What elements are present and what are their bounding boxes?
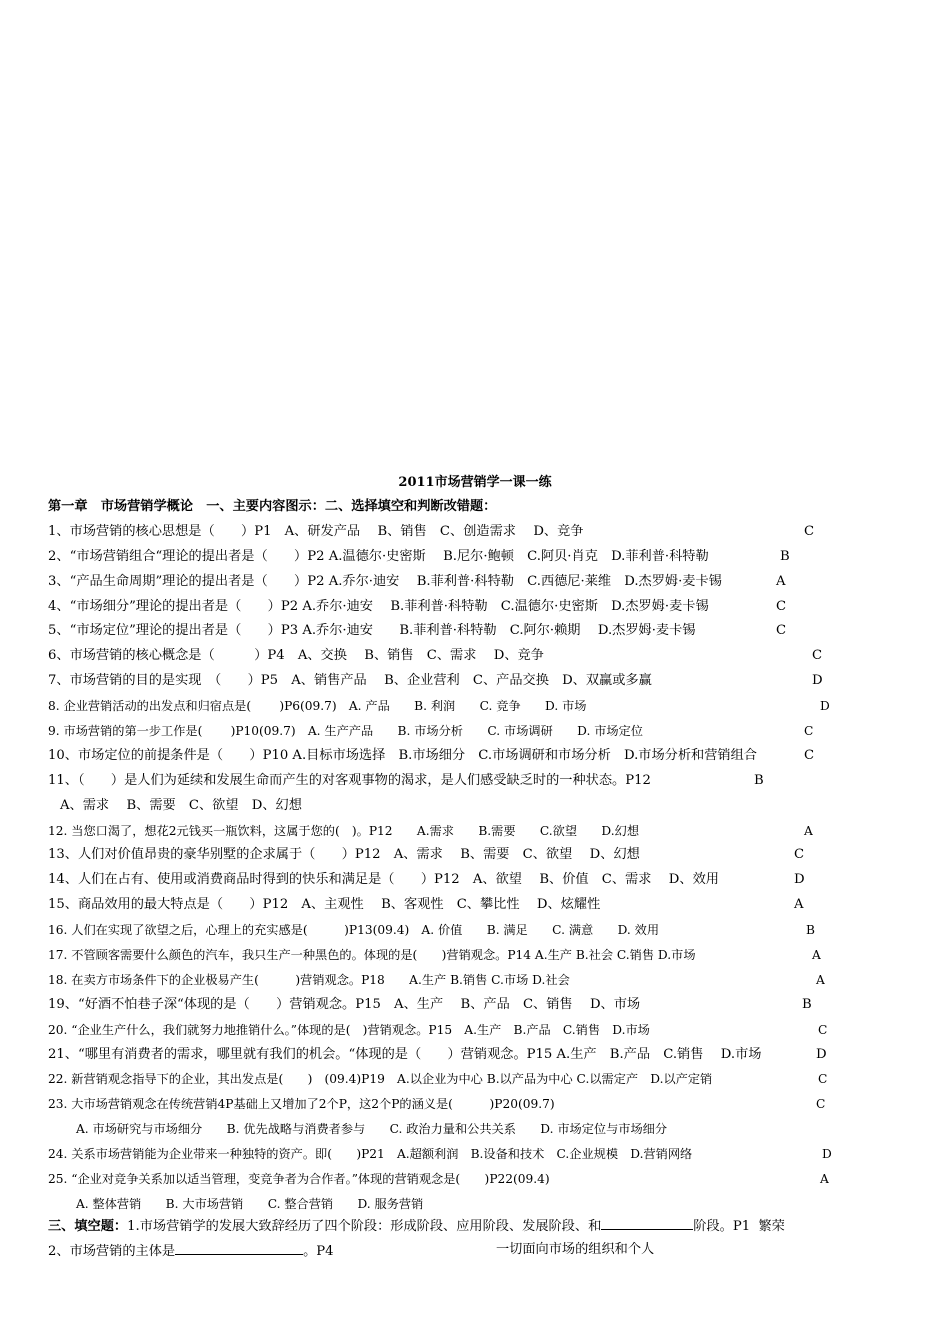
answer-key: A [816,972,825,987]
answer-key: A [812,948,821,963]
answer-key: B [806,923,815,938]
question-text: 19、“好酒不怕巷子深“体现的是（ ）营销观念。P15 A、生产 B、产品 C、销售 D、市场 [48,996,641,1012]
question-line [48,1094,908,1119]
answer-key: A [794,897,804,913]
question-line [48,746,908,771]
answer-key: C [818,1022,828,1037]
question-line [48,945,908,970]
question-text: 23. 大市场营销观念在传统营销4P基础上又增加了2个P，这2个P的涵义是( )P20(09.7) [48,1097,555,1112]
question-line [48,1020,908,1045]
question-line [48,572,908,597]
question-text: 20. “企业生产什么，我们就努力地推销什么。”体现的是( )营销观念。P15 A.生产 B.产品 C.销售 D.市场 [48,1022,650,1037]
question-text: 15、商品效用的最大特点是（ ）P12 A、主观性 B、客观性 C、攀比性 D、炫耀性 [48,897,601,913]
fill-q2-after: 。P4 [303,1243,334,1259]
question-line [48,821,908,846]
question-line [48,970,908,995]
question-line [48,646,908,671]
question-line [48,1144,908,1169]
question-text: A、需求 B、需要 C、欲望 D、幻想 [60,797,302,813]
question-text: 21、“哪里有消费者的需求，哪里就有我们的机会。“体现的是（ ）营销观念。P15 A.生产 B.产品 C.销售 D.市场 [48,1046,762,1062]
question-text: 25. “企业对竞争关系加以适当管理，变竞争者为合作者。”体现的营销观念是( )P22(09.4) [48,1172,550,1187]
question-line [48,870,908,895]
answer-key: C [816,1097,826,1112]
answer-key: A [804,823,813,838]
question-text: 8. 企业营销活动的出发点和归宿点是( )P6(09.7) A. 产品 B. 利润 C. 竞争 D. 市场 [48,699,587,714]
chapter-heading-text: 第一章 市场营销学概论 一、主要内容图示：二、选择填空和判断改错题： [48,499,497,514]
question-text: 14、人们在占有、使用或消费商品时得到的快乐和满足是（ ）P12 A、欲望 B、价值 C、需求 D、效用 [48,872,719,888]
question-line [48,796,908,821]
fill-q1-answer: 繁荣 [758,1219,785,1234]
fill-question-1 [48,1215,908,1240]
fill-q2-text: 2、市场营销的主体是 [48,1243,176,1259]
question-line [48,621,908,646]
answer-key: B [802,996,812,1012]
question-line [48,771,908,796]
question-line [48,1169,908,1194]
fill-q1-blank [601,1215,693,1230]
answer-key: C [804,724,814,739]
question-line [48,671,908,696]
answer-key: B [754,772,764,788]
question-text: 11、（ ）是人们为延续和发展生命而产生的对客观事物的渴求，是人们感受缺乏时的一种状态。P12 [48,772,651,788]
fill-heading: 三、填空题： [48,1219,128,1234]
question-line [48,1069,908,1094]
answer-key: C [818,1072,828,1087]
question-line [48,995,908,1020]
answer-key: B [780,548,790,564]
fill-in-section [48,1215,908,1265]
question-line [48,920,908,945]
fill-q2-blank [175,1240,303,1255]
question-text: 3、“产品生命周期”理论的提出者是（ ）P2 A.乔尔·迪安 B.菲利普·科特勒 C.西德尼·莱维 D.杰罗姆·麦卡锡 [48,573,722,589]
question-text: A. 整体营销 B. 大市场营销 C. 整合营销 D. 服务营销 [76,1196,424,1211]
question-line [48,547,908,572]
question-text: 5、“市场定位”理论的提出者是（ ）P3 A.乔尔·迪安 B.菲利普·科特勒 C.阿尔·赖期 D.杰罗姆·麦卡锡 [48,623,696,639]
question-text: 7、市场营销的目的是实现 （ ）P5 A、销售产品 B、企业营利 C、产品交换 D、双赢或多赢 [48,673,652,689]
question-line [48,597,908,622]
question-line [48,1045,908,1070]
question-line [48,845,908,870]
answer-key: D [820,699,830,714]
fill-q2-answer: 一切面向市场的组织和个人 [496,1241,655,1257]
question-line [48,721,908,746]
answer-key: C [804,523,815,539]
question-text: 12. 当您口渴了，想花2元钱买一瓶饮料，这属于您的( )。P12 A.需求 B.需要 C.欲望 D.幻想 [48,823,640,838]
question-text: 22. 新营销观念指导下的企业，其出发点是( ) (09.4)P19 A.以企业为中心 B.以产品为中心 C.以需定产 D.以产定销 [48,1072,713,1087]
answer-key: C [776,623,787,639]
question-text: 18. 在卖方市场条件下的企业极易产生( )营销观念。P18 A.生产 B.销售 C.市场 D.社会 [48,972,570,987]
question-line [48,1119,908,1144]
answer-key: C [812,648,823,664]
question-list [48,497,908,1219]
question-text: 17. 不管顾客需要什么颜色的汽车，我只生产一种黑色的。体现的是( )营销观念。P14 A.生产 B.社会 C.销售 D.市场 [48,948,696,963]
fill-q1-after: 阶段。P1 [693,1219,751,1234]
answer-key: D [816,1046,827,1062]
question-text: 24. 关系市场营销能为企业带来一种独特的资产。即( )P21 A.超额利润 B.设备和技术 C.企业规模 D.营销网络 [48,1147,693,1162]
fill-question-2 [48,1240,908,1265]
answer-key: D [812,673,823,689]
answer-key: D [794,872,805,888]
question-text: 1、市场营销的核心思想是（ ）P1 A、研发产品 B、销售 C、创造需求 D、竞争 [48,523,584,539]
question-text: A. 市场研究与市场细分 B. 优先战略与消费者参与 C. 政治力量和公共关系 D. 市场定位与市场细分 [76,1122,668,1137]
question-text: 6、市场营销的核心概念是（ ）P4 A、交换 B、销售 C、需求 D、竞争 [48,648,544,664]
answer-key: C [776,598,787,614]
fill-q1-text: 1.市场营销学的发展大致辞经历了四个阶段：形成阶段、应用阶段、发展阶段、和 [127,1219,602,1234]
answer-key: D [822,1147,832,1162]
question-text: 9. 市场营销的第一步工作是( )P10(09.7) A. 生产产品 B. 市场分析 C. 市场调研 D. 市场定位 [48,724,643,739]
chapter-heading [48,497,908,522]
question-text: 13、人们对价值昂贵的豪华别墅的企求属于（ ）P12 A、需求 B、需要 C、欲望 D、幻想 [48,847,640,863]
question-text: 2、“市场营销组合“理论的提出者是（ ）P2 A.温德尔·史密斯 B.尼尔·鲍顿 C.阿贝·肖克 D.菲利普·科特勒 [48,548,709,564]
question-text: 4、“市场细分”理论的提出者是（ ）P2 A.乔尔·迪安 B.菲利普·科特勒 C.温德尔·史密斯 D.杰罗姆·麦卡锡 [48,598,709,614]
page-title: 2011市场营销学一课一练 [398,475,552,490]
question-line [48,895,908,920]
answer-key: A [820,1172,829,1187]
question-line [48,696,908,721]
question-text: 10、市场定位的前提条件是（ ）P10 A.目标市场选择 B.市场细分 C.市场调研和市场分析 D.市场分析和营销组合 [48,747,757,763]
question-line [48,522,908,547]
answer-key: C [804,747,815,763]
answer-key: C [794,847,805,863]
answer-key: A [776,573,786,589]
question-text: 16. 人们在实现了欲望之后，心理上的充实感是( )P13(09.4) A. 价值 B. 满足 C. 满意 D. 效用 [48,923,660,938]
